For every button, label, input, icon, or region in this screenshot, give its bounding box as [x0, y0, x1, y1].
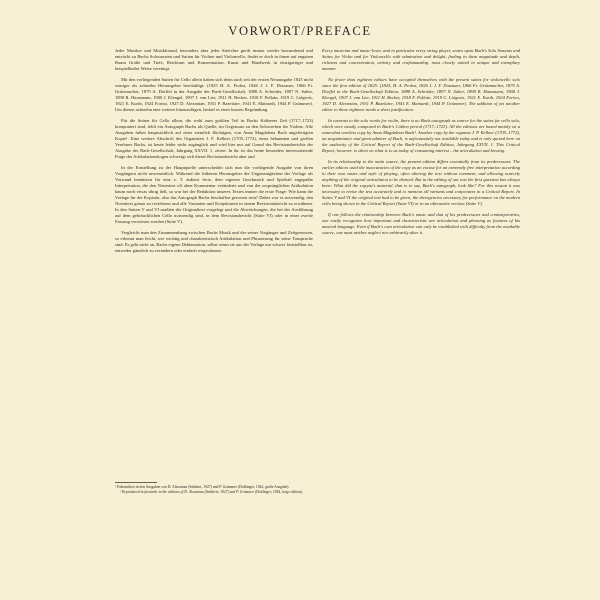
footnotes — [115, 482, 520, 495]
footnote-divider — [115, 482, 157, 483]
english-paragraph-1: Every musician and music-lover, and in particular every string player, seizes upon Bach's Solo Sonatas and Suites for Violin and for Violoncello with admiration and delight, finding in them magnitude and depth, richness and concentration, artistry and craftsmanship, most closely united in unique and exemplary manner. — [322, 48, 520, 72]
english-paragraph-5: If one follows the relationship between Bach's music and that of his predecessors and contemporaries, one easily recognises how important and characteristic are articulation and phrasing as features of his musical language. Even if Bach's own articulation can only be established with difficulty from the available source, one must neither neglect nor arbitrarily alter it. — [322, 212, 520, 236]
english-paragraph-2: No fewer than eighteen editors have occupied themselves with the present suites for violoncello solo since the first edition of 1825: (1825, H. A. Probst, 1826 J. J. F. Dotzauer, 1866 Fr. Grützmacher, 1879 A. Dörffel in the Bach-Gesellschaft Edition, 1888 A. Schröder, 1897 N. Salter, 1898 R. Hausmann, 1900 J. Klengel, 1907 J. van Lier, 1911 H. Becker, 1918 F. Pollain, 1919 C. Liégeois, 1921 E. Kurth, 1924 Forino, 1927 D. Alexanian, 1931 P. Bazelaire, 1941 E. Mainardi, 1944 P. Grümmer). The addition of yet another editor to these eighteen needs a short justification. — [322, 77, 520, 113]
german-paragraph-1: Jeder Musiker und Musikfreund, besonders aber jeder Streicher greift immer wieder bewundernd und entzückt zu Bachs Solosonaten und Suiten für Violine und Violoncello, findet er doch in ihnen auf engstem Raum Größe und Tiefe, Reichtum und Konzentration, Kunst und Handwerk in einzigartiger und beispielhafter Weise vereinigt. — [115, 48, 313, 72]
english-paragraph-4: In its relationship to the main source, the present edition differs essentially from its predecessors. The earlier editors used the inaccuracies of the copy as an excuse for an extremely free interpretation according to their own tastes and style of playing, often altering the text without comment, and allowing scarcely anything of the original articulation to be divined. But in the editing of our text the first question has always been: What did the copyist's material, that is to say, Bach's autograph, look like? For this reason it was necessary to revise the text accurately and to mention all variants and conjectures in a Critical Report. In Suites V and VI the original text had to be given, the divergencies necessary for performance on the modern cello being shown in the Critical Report (Suite VI) or in an alternative version (Suite V). — [322, 159, 520, 207]
german-column — [115, 48, 313, 254]
german-paragraph-3: Für die Suiten für Cello allein, die wohl zum größten Teil in Bachs Köthener Zeit (1717–1723) komponiert sind, fehlt ein Autograph Bachs als Quelle, im Gegensatz zu den Solowerken für Violine. Alle Ausgaben fußen hauptsächlich auf einer ziemlich flüchtigen, von Anna Magdalena Bach angefertigten Kopie¹. Eine weitere Abschrift des Organisten J. P. Kellner (1705–1772), eines bekannten und großen Verehrers Bachs, ist heute leider nicht zugänglich und wird hier nur auf Grund des Revisionsberichts der Ausgabe der Bach-Gesellschaft, Jahrgang XXVII. 1, zitiert. In ihr ist das heute besonders interessierende Frage der Artikulationsbogen schweigt sich dieser Revisionsbericht aber aus! — [115, 118, 313, 160]
english-column — [322, 48, 520, 236]
page-title: VORWORT/PREFACE — [228, 24, 372, 38]
footnote-english: ¹ Reproduced in facsimile in the editions of D. Alexanian (Salabert, 1927) and P. Grümmer (Doblinger, 1944, large edition). — [120, 490, 303, 494]
footnote-german: ¹ Faksimiliert in den Ausgaben von D. Alexanian (Salabert, 1927) und P. Grümmer (Doblinger, 1944, große Ausgabe). — [115, 485, 290, 489]
german-paragraph-2: Mit den vorliegenden Suiten für Cello allein haben sich denn auch seit der ersten Neuausgabe 1825 nicht weniger als achtzehn Herausgeber beschäftigt: (1825 H. A. Probst, 1826 J. J. F. Dotzauer, 1866 Fr. Grützmacher, 1879 A. Dörffel in der Ausgabe der Bach-Gesellschaft, 1888 A. Schröder, 1897 N. Salter, 1898 R. Hausmann, 1900 J. Klengel, 1907 J. van Lier, 1911 H. Becker, 1918 F. Pollain, 1919 C. Liégeois, 1921 E. Kurth, 1924 Forino, 1927 D. Alexanian, 1931 P. Bazelaire, 1941 E. Mainardi, 1944 P. Grümmer). Um diesen achtzehn eine weitere hinzuzufügen, bedarf es einer kurzen Begründung. — [115, 77, 313, 113]
english-paragraph-3: In contrast to the solo works for violin, there is no Bach autograph as source for the suites for cello solo, which were mostly composed in Bach's Cöthen period (1717–1723). All the editions are based mainly on a somewhat careless copy by Anna Magdalena Bach¹. Another copy by the organist J. P. Kellner (1705–1772), an acquaintance and great admirer of Bach, is unfortunately not available today and is only quoted here on the authority of the Critical Report of the Bach-Gesellschaft Edition, Jahrgang XXVII. 1. This Critical Report, however, is silent on what is to us today of consuming interest – the articulation and bowing. — [322, 118, 520, 154]
german-paragraph-5: Vergleicht man den Zusammenhang zwischen Bachs Musik und der seiner Vorgänger und Zeitgenossen, so erkennt man leicht, wie wichtig und charakteristisch Artikulation und Phrasierung für seine Tonsprache sind. Es geht nicht an, Bachs eigene Deklamation, selbst wenn sie aus der Vorlage nur schwer feststellbar ist, entweder gänzlich zu verändern oder einfach wegzulassen. — [115, 230, 313, 254]
german-paragraph-4: In der Einstellung zu der Hauptquelle unterscheidet sich nun die vorliegende Ausgabe von ihren Vorgängern nicht unwesentlich. Während die früheren Herausgeber die Ungenauigkeiten der Vorlage als Vorwand benützten für eine z. T. äußerst freie, dem eigenen Geschmack und Spielstil angepaßte Interpretation, die den Notentext oft ohne Kommentar veränderte und von der ursprünglichen Artikulation kaum noch etwas übrig ließ, so war bei der Redaktion unseres Textes immer die erste Frage: Wie kann die Vorlage für die Kopistin, also das Autograph Bachs beschaffen gewesen sein? Daher war es notwendig, den Notentext genau zu revidieren und alle Varianten und Konjekturen in einem Revisionsbericht zu erwähnen. In den Suiten V und VI mußten der Originaltext vorgelegt und die Abweichungen, die bei der Ausführung auf dem gebräuchlichen Cello notwendig sind, in dem Revisionsbericht (Suite VI) oder in einer zweite Fassung verwiesen werden (Suite V). — [115, 165, 313, 225]
